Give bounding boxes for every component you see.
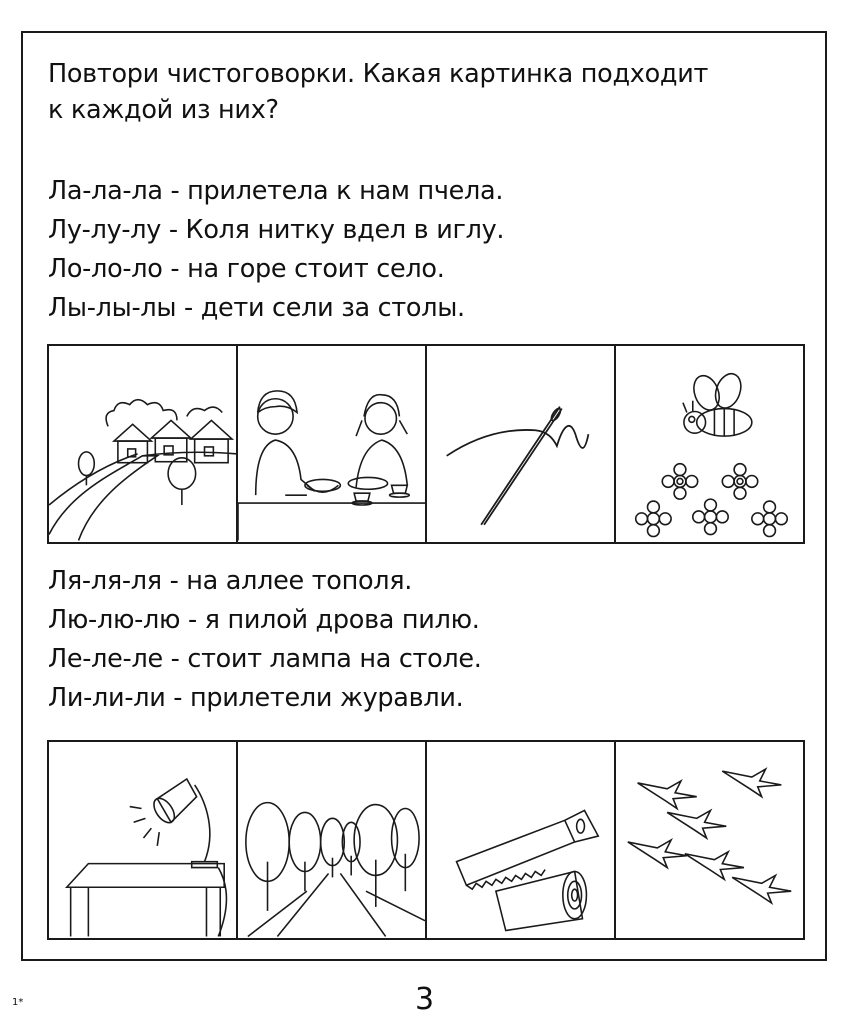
needle-illustration	[427, 346, 614, 542]
verse-le: Ле-ле-ле - стоит лампа на столе.	[48, 644, 482, 674]
picture-strip-1	[47, 344, 805, 544]
poplar-illustration	[238, 742, 425, 938]
task-instruction	[48, 56, 808, 128]
picture-cranes[interactable]	[616, 742, 803, 938]
picture-bee[interactable]	[616, 346, 803, 542]
verse-la: Ла-ла-ла - прилетела к нам пчела.	[48, 176, 504, 206]
verse-lu: Лу-лу-лу - Коля нитку вдел в иглу.	[48, 215, 505, 245]
village-illustration	[49, 346, 236, 542]
instruction-line: Повтори чистоговорки. Какая картинка подходит	[48, 59, 709, 89]
picture-poplars[interactable]	[238, 742, 427, 938]
children-illustration	[238, 346, 425, 542]
verse-list-1	[48, 172, 808, 328]
verse-lyu: Лю-лю-лю - я пилой дрова пилю.	[48, 605, 480, 635]
saw-illustration	[427, 742, 614, 938]
verse-list-2	[48, 562, 808, 718]
verse-li: Ли-ли-ли - прилетели журавли.	[48, 683, 464, 713]
page-number: 3	[415, 982, 435, 1017]
picture-needle[interactable]	[427, 346, 616, 542]
picture-strip-2	[47, 740, 805, 940]
lamp-illustration	[49, 742, 236, 938]
flowers	[636, 464, 788, 537]
picture-saw-log[interactable]	[427, 742, 616, 938]
cranes-illustration	[616, 742, 803, 938]
picture-children-table[interactable]	[238, 346, 427, 542]
verse-ly: Лы-лы-лы - дети сели за столы.	[48, 293, 465, 323]
picture-village[interactable]	[49, 346, 238, 542]
verse-lo: Ло-ло-ло - на горе стоит село.	[48, 254, 445, 284]
instruction-line: к каждой из них?	[48, 95, 279, 125]
sheet-mark: 1*	[12, 997, 24, 1008]
picture-lamp[interactable]	[49, 742, 238, 938]
verse-lya: Ля-ля-ля - на аллее тополя.	[48, 566, 413, 596]
bee-illustration	[616, 346, 803, 542]
